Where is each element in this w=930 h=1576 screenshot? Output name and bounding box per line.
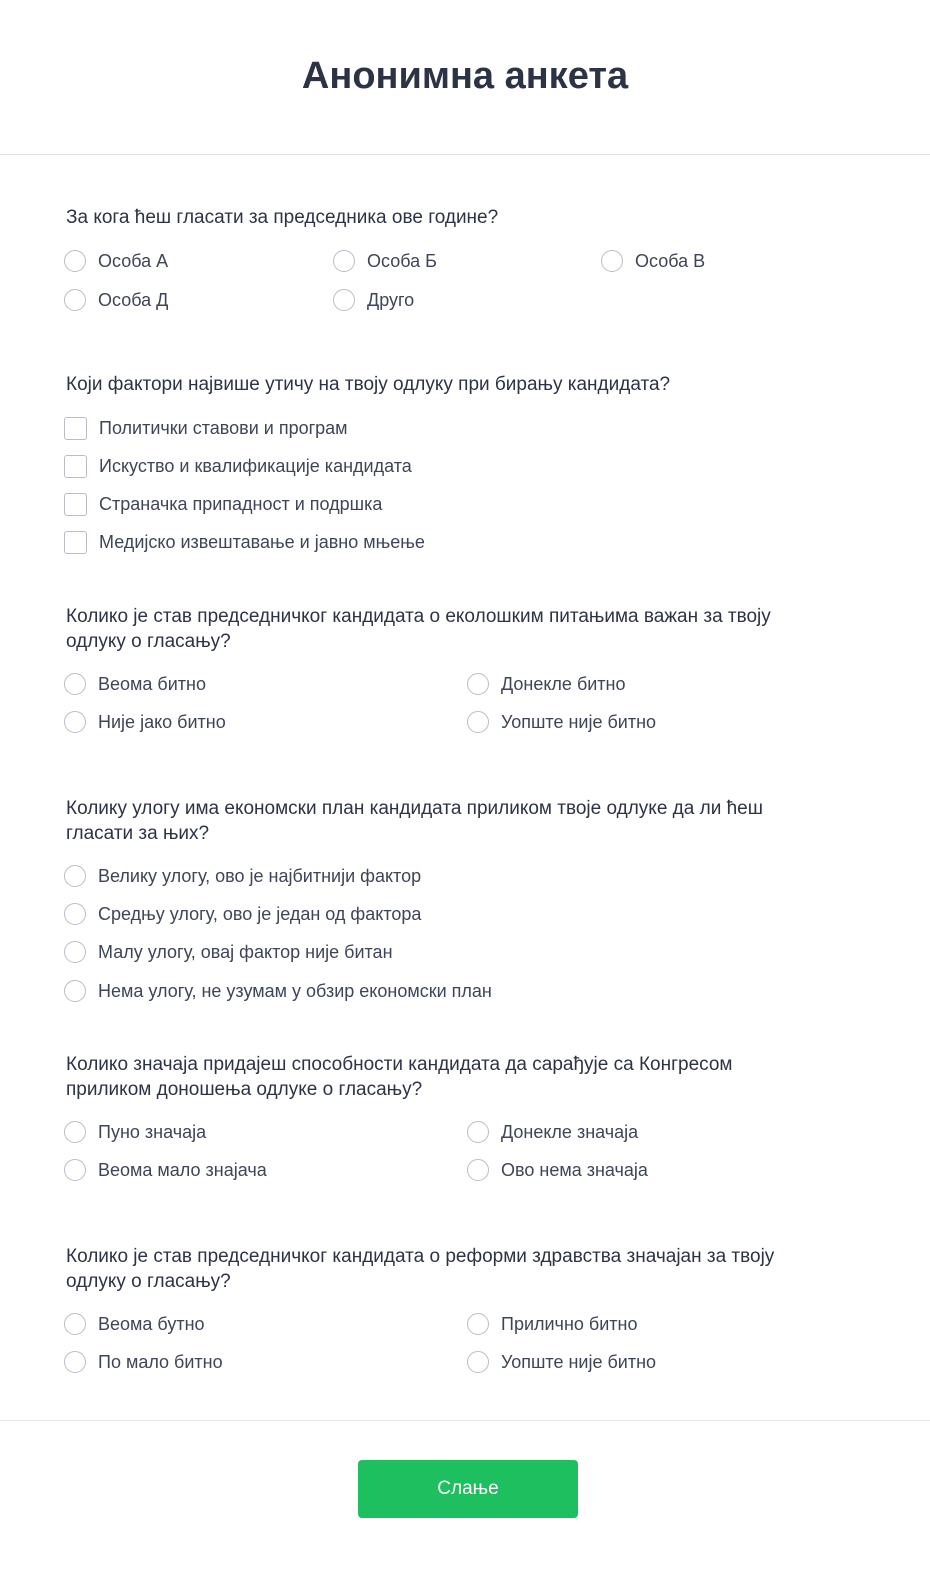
- radio-button[interactable]: [64, 711, 86, 733]
- option-label: Донекле значаја: [501, 1121, 639, 1142]
- form-header: [0, 0, 930, 155]
- radio-button[interactable]: [333, 250, 355, 272]
- question-label: [66, 604, 866, 654]
- radio-button[interactable]: [64, 673, 86, 695]
- option-label: Пуно значаја: [98, 1121, 207, 1142]
- option-small-role[interactable]: [64, 941, 393, 963]
- option-label: Друго: [367, 289, 415, 310]
- option-large-role[interactable]: [64, 865, 421, 887]
- option-not-important-health[interactable]: [467, 1351, 656, 1373]
- option-label: Веома бутно: [98, 1313, 205, 1334]
- option-somewhat-important[interactable]: [467, 673, 626, 695]
- option-osoba-d[interactable]: [64, 289, 168, 311]
- radio-button[interactable]: [64, 1121, 86, 1143]
- question-label-line: одлуку о гласању?: [66, 631, 231, 652]
- question-label-line: Колико значаја придајеш способности кандидата да сарађује са Конгресом: [66, 1054, 733, 1075]
- checkbox[interactable]: [64, 493, 87, 516]
- radio-button[interactable]: [64, 903, 86, 925]
- radio-button[interactable]: [467, 711, 489, 733]
- option-label: Средњу улогу, ово је један од фактора: [98, 903, 422, 924]
- option-a-little-important[interactable]: [64, 1351, 223, 1373]
- option-very-important[interactable]: [64, 673, 206, 695]
- radio-button[interactable]: [467, 1313, 489, 1335]
- radio-button[interactable]: [64, 1313, 86, 1335]
- radio-button[interactable]: [64, 865, 86, 887]
- radio-button[interactable]: [64, 250, 86, 272]
- question-label-line: Колику улогу има економски план кандидата приликом твоје одлуке да ли ћеш: [66, 798, 763, 819]
- option-label: Политички ставови и програм: [99, 418, 348, 438]
- checkbox[interactable]: [64, 455, 87, 478]
- checkbox[interactable]: [64, 417, 87, 440]
- radio-button[interactable]: [64, 1351, 86, 1373]
- option-label: По мало битно: [98, 1351, 223, 1372]
- question-candidate-choice: [66, 205, 866, 310]
- form-title: Анонимна анкета: [301, 55, 629, 97]
- option-label: Медијско извештавање и јавно мњење: [99, 532, 425, 552]
- checkbox-option-political-views[interactable]: [64, 417, 348, 440]
- option-a-lot[interactable]: [64, 1121, 206, 1143]
- option-very-important-health[interactable]: [64, 1313, 205, 1335]
- option-label: Прилично битно: [501, 1313, 638, 1334]
- submit-button[interactable]: Слање: [358, 1460, 578, 1518]
- option-label: Особа В: [635, 250, 706, 271]
- radio-button[interactable]: [64, 1159, 86, 1181]
- radio-button[interactable]: [467, 1159, 489, 1181]
- option-label: Није јако битно: [98, 711, 226, 732]
- option-label: Веома битно: [98, 673, 206, 694]
- option-medium-role[interactable]: [64, 903, 421, 925]
- question-label-line: гласати за њих?: [66, 823, 210, 844]
- option-not-very-important[interactable]: [64, 711, 226, 733]
- option-fairly-important[interactable]: [467, 1313, 637, 1335]
- question-congress-cooperation: [66, 1052, 866, 1180]
- checkbox-option-party[interactable]: [64, 493, 382, 516]
- option-drugo[interactable]: [333, 289, 414, 311]
- form-footer: [0, 1420, 930, 1576]
- option-label: Особа А: [98, 250, 169, 271]
- option-label: Уопште није битно: [501, 1351, 657, 1372]
- checkbox[interactable]: [64, 531, 87, 554]
- radio-button[interactable]: [64, 980, 86, 1002]
- option-no-role[interactable]: [64, 980, 492, 1002]
- option-label: Донекле битно: [501, 673, 626, 694]
- question-healthcare-reform: [66, 1244, 866, 1372]
- option-label: Особа Д: [98, 289, 169, 310]
- checkbox-option-media[interactable]: [64, 531, 425, 554]
- option-label: Ово нема значаја: [501, 1159, 648, 1180]
- option-label: Малу улогу, овај фактор није битан: [98, 941, 393, 962]
- option-label: Искуство и квалификације кандидата: [99, 456, 412, 476]
- question-label-line: Колико је став председничког кандидата о еколошким питањима важан за твоју: [66, 606, 771, 627]
- option-label: Страначка припадност и подршка: [99, 494, 383, 514]
- radio-button[interactable]: [601, 250, 623, 272]
- option-not-important-at-all[interactable]: [467, 711, 656, 733]
- option-somewhat[interactable]: [467, 1121, 638, 1143]
- option-no-importance[interactable]: [467, 1159, 648, 1181]
- question-label: За кога ћеш гласати за председника ове године?: [66, 207, 499, 228]
- radio-button[interactable]: [333, 289, 355, 311]
- option-osoba-b[interactable]: [333, 250, 437, 272]
- question-label-line: приликом доношења одлуке о гласању?: [66, 1079, 423, 1100]
- option-label: Особа Б: [367, 250, 437, 271]
- question-label: [66, 1244, 866, 1294]
- question-environment: [66, 604, 866, 732]
- question-label: Који фактори највише утичу на твоју одлуку при бирању кандидата?: [66, 374, 671, 395]
- question-decision-factors: [66, 372, 866, 552]
- option-label: Нема улогу, не узумам у обзир економски план: [98, 980, 492, 1001]
- radio-button[interactable]: [467, 673, 489, 695]
- radio-button[interactable]: [64, 289, 86, 311]
- checkbox-option-experience[interactable]: [64, 455, 412, 478]
- option-label: Велику улогу, ово је најбитнији фактор: [98, 865, 422, 886]
- radio-button[interactable]: [64, 941, 86, 963]
- option-osoba-a[interactable]: [64, 250, 168, 272]
- option-label: Веома мало знајача: [98, 1159, 267, 1180]
- question-label: [66, 796, 866, 846]
- option-very-little[interactable]: [64, 1159, 267, 1181]
- option-osoba-v[interactable]: [601, 250, 705, 272]
- question-label-line: одлуку о гласању?: [66, 1271, 231, 1292]
- option-label: Уопште није битно: [501, 711, 657, 732]
- question-label-line: Колико је став председничког кандидата о реформи здравства значајан за твоју: [66, 1246, 775, 1267]
- question-economic-plan: [66, 796, 866, 1001]
- question-label: [66, 1052, 866, 1102]
- radio-button[interactable]: [467, 1351, 489, 1373]
- radio-button[interactable]: [467, 1121, 489, 1143]
